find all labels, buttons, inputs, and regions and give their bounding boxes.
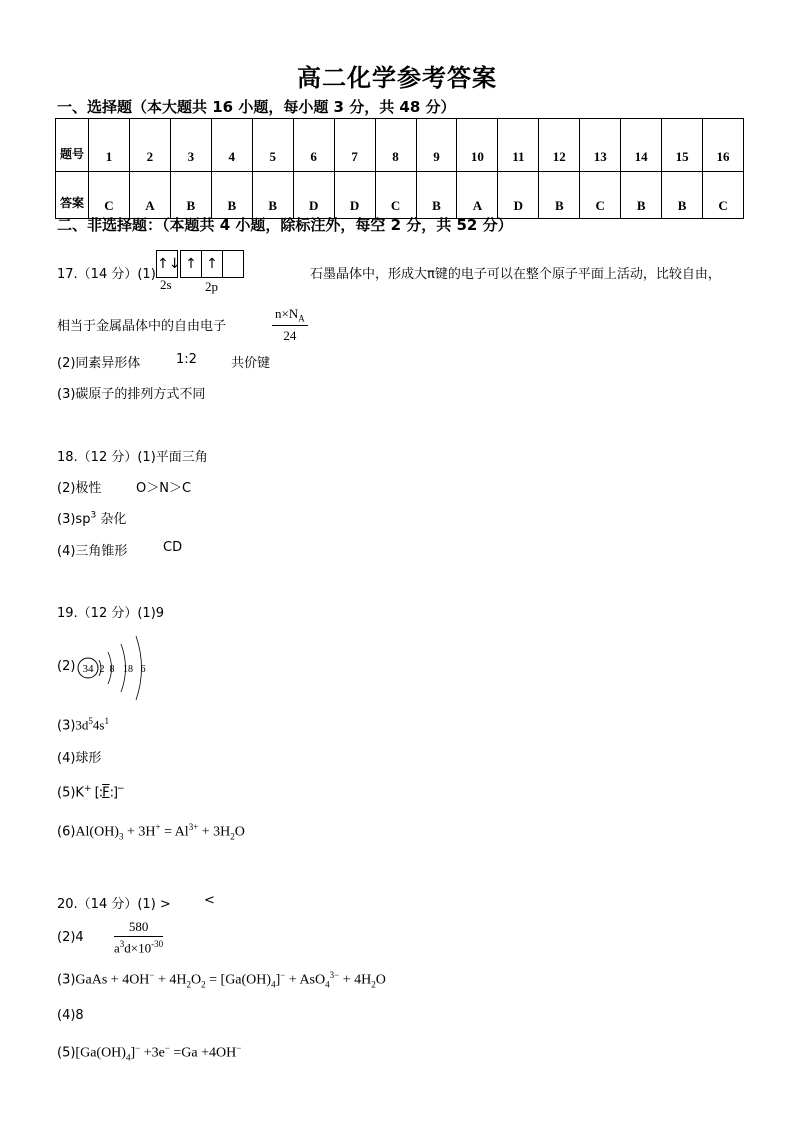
q17-p2-bond: 共价键: [231, 356, 271, 371]
q20-p1-b: <: [204, 893, 215, 908]
eq-sup: −: [280, 970, 286, 980]
q20-p5: [57, 1043, 241, 1062]
den-b: d×10: [124, 940, 152, 956]
answer-cell: A: [457, 172, 498, 219]
q19-p3-a: 3d: [75, 717, 89, 733]
eq-part: + 3H: [123, 824, 156, 840]
orbital-2p-cell: ↑: [181, 251, 202, 277]
fraction-numerator: 580: [114, 919, 163, 937]
q17-p2-ratio: 1:2: [176, 352, 197, 367]
eq-sup: −: [164, 1043, 170, 1053]
eq-sup: 3−: [329, 970, 340, 980]
question-number: 1: [89, 119, 130, 172]
fluoride-electron-dots: [:: [91, 785, 103, 801]
question-number: 6: [293, 119, 334, 172]
answer-cell: B: [170, 172, 211, 219]
eq-part: + AsO: [285, 972, 326, 988]
question-number: 11: [498, 119, 539, 172]
orbital-label-2s: 2s: [160, 277, 172, 292]
q18-p2-label: (2)极性: [57, 481, 102, 496]
fraction-denominator: [114, 937, 163, 956]
q18-label: 18.（12 分）(1)平面三角: [57, 450, 208, 465]
question-number: 8: [375, 119, 416, 172]
eq-part: = Al: [160, 824, 189, 840]
question-number: 12: [539, 119, 580, 172]
q19-p5-cation-sup: +: [83, 784, 92, 794]
eq-part: (OH): [89, 824, 119, 840]
question-number: 14: [621, 119, 662, 172]
q19-p2-label: (2): [57, 659, 76, 674]
q19-p5-label: (5): [57, 785, 76, 801]
eq-sup: −: [236, 1043, 242, 1053]
q20-p3: [57, 970, 386, 989]
fraction-numerator: [272, 306, 308, 326]
q20-p4: (4)8: [57, 1008, 84, 1023]
q20-p5-label: (5): [57, 1045, 76, 1061]
question-number: 9: [416, 119, 457, 172]
q19-p3-b: 4s: [92, 717, 105, 733]
answer-cell: B: [416, 172, 457, 219]
orbital-2p-cell: ↑: [202, 251, 223, 277]
q17-fraction: [272, 306, 308, 344]
q19-p6: [57, 822, 245, 841]
fraction-denominator: 24: [283, 327, 297, 343]
q20-p3-label: (3): [57, 972, 76, 988]
q18-p4-label: (4)三角锥形: [57, 544, 128, 559]
numerator-text: n×N: [275, 306, 299, 321]
answer-cell: A: [129, 172, 170, 219]
eq-part: O: [191, 972, 202, 988]
q18-p3-suffix: 杂化: [96, 512, 127, 527]
eq-sup: 3+: [188, 822, 199, 832]
question-number: 16: [703, 119, 744, 172]
q20-p2-label: (2)4: [57, 930, 84, 945]
q19-p3: [57, 716, 109, 733]
answer-cell: D: [498, 172, 539, 219]
q19-p4: (4)球形: [57, 751, 102, 766]
q19-p6-label: (6): [57, 824, 76, 840]
eq-sub: 4: [125, 1052, 131, 1063]
nucleus-charge: 34: [82, 663, 94, 675]
question-number: 2: [129, 119, 170, 172]
orbital-2p-box: [180, 250, 244, 278]
eq-sup: −: [149, 970, 155, 980]
q18-p4-answer: CD: [163, 540, 183, 555]
eq-sub: 3: [118, 831, 124, 842]
question-number: 13: [580, 119, 621, 172]
q17-p3: (3)碳原子的排列方式不同: [57, 387, 206, 402]
eq-sub: 2: [371, 979, 376, 990]
eq-sup: −: [135, 1043, 141, 1053]
answer-table: [55, 118, 744, 219]
numerator-sub: A: [298, 313, 305, 324]
shell-electron-count: 8: [109, 664, 115, 675]
answer-cell: B: [662, 172, 703, 219]
anion-charge: −: [117, 784, 125, 794]
q17-text-2: 相当于金属晶体中的自由电子: [57, 319, 227, 334]
shell-electron-count: 6: [140, 664, 146, 675]
den-a: a: [114, 940, 120, 956]
section2-heading: 二、非选择题：（本题共 4 小题，除标注外，每空 2 分，共 52 分）: [57, 216, 513, 234]
eq-part: + 4H: [154, 972, 187, 988]
eq-sub: 2: [230, 831, 235, 842]
eq-sub: 2: [201, 979, 206, 990]
q19-p5-anion: F: [102, 785, 110, 801]
answer-cell: C: [703, 172, 744, 219]
q20-fraction: [114, 919, 163, 956]
row-header-answer: 答案: [56, 172, 89, 219]
row-header-number: 题号: [56, 119, 89, 172]
answer-cell: C: [580, 172, 621, 219]
eq-part: O: [375, 972, 386, 988]
den-a-sup: 3: [119, 939, 125, 949]
eq-sub: 4: [325, 979, 330, 990]
answer-cell: B: [211, 172, 252, 219]
atomic-structure-diagram: [72, 632, 162, 704]
q19-p3-b-sup: 1: [104, 716, 109, 726]
orbital-2p-cell: [223, 251, 243, 277]
eq-part: + 4H: [339, 972, 372, 988]
q18-p2-order: O＞N＞C: [136, 481, 192, 496]
eq-part: + 3H: [198, 824, 231, 840]
eq-part: = [Ga(OH): [205, 972, 272, 988]
question-number: 10: [457, 119, 498, 172]
eq-part: GaAs + 4OH: [75, 972, 150, 988]
orbital-2s-cell: ↑↓: [157, 256, 181, 272]
eq-part: [Ga(OH): [75, 1045, 126, 1061]
q19-p3-a-sup: 5: [88, 716, 93, 726]
answer-cell: B: [252, 172, 293, 219]
orbital-2s-box: [156, 250, 181, 278]
answer-row: [56, 172, 744, 219]
eq-part: ]: [275, 972, 281, 988]
q19-p3-label: (3): [57, 718, 76, 734]
answer-cell: C: [375, 172, 416, 219]
eq-part: =Ga +4OH: [169, 1045, 237, 1061]
fluoride-electron-dots: :]: [109, 785, 118, 801]
section1-heading: 一、选择题（本大题共 16 小题，每小题 3 分，共 48 分）: [57, 98, 456, 116]
question-number-row: [56, 119, 744, 172]
question-number: 5: [252, 119, 293, 172]
q19-label: 19.（12 分）(1)9: [57, 606, 165, 621]
shell-electron-count: 2: [99, 664, 105, 675]
q20-label: 20.（14 分）(1) >: [57, 897, 171, 912]
q17-p2-label: (2)同素异形体: [57, 356, 141, 371]
eq-sub: 4: [271, 979, 276, 990]
eq-part: Al: [75, 824, 90, 840]
question-number: 7: [334, 119, 375, 172]
answer-cell: B: [621, 172, 662, 219]
eq-sub: 2: [186, 979, 192, 990]
question-number: 15: [662, 119, 703, 172]
q18-p3-sup: 3: [90, 510, 97, 521]
den-b-sup: -30: [151, 939, 164, 949]
q19-p5-cation: K: [75, 785, 84, 801]
shell-electron-count: 18: [123, 664, 133, 675]
eq-part: ]: [130, 1045, 136, 1061]
eq-part: +3e: [140, 1045, 165, 1061]
q17-label: 17.（14 分）(1): [57, 267, 156, 282]
q18-p3-label: (3)sp: [57, 512, 91, 527]
answer-cell: C: [89, 172, 130, 219]
eq-part: O: [234, 824, 245, 840]
question-number: 4: [211, 119, 252, 172]
eq-sup: +: [155, 822, 161, 832]
page-title: 高二化学参考答案: [297, 64, 497, 92]
q18-p3: [57, 508, 126, 527]
q19-p5: [57, 784, 125, 800]
orbital-label-2p: 2p: [205, 279, 218, 294]
answer-cell: D: [293, 172, 334, 219]
question-number: 3: [170, 119, 211, 172]
answer-cell: B: [539, 172, 580, 219]
answer-cell: D: [334, 172, 375, 219]
q17-text-1: 石墨晶体中，形成大π键的电子可以在整个原子平面上活动，比较自由，: [310, 267, 721, 282]
